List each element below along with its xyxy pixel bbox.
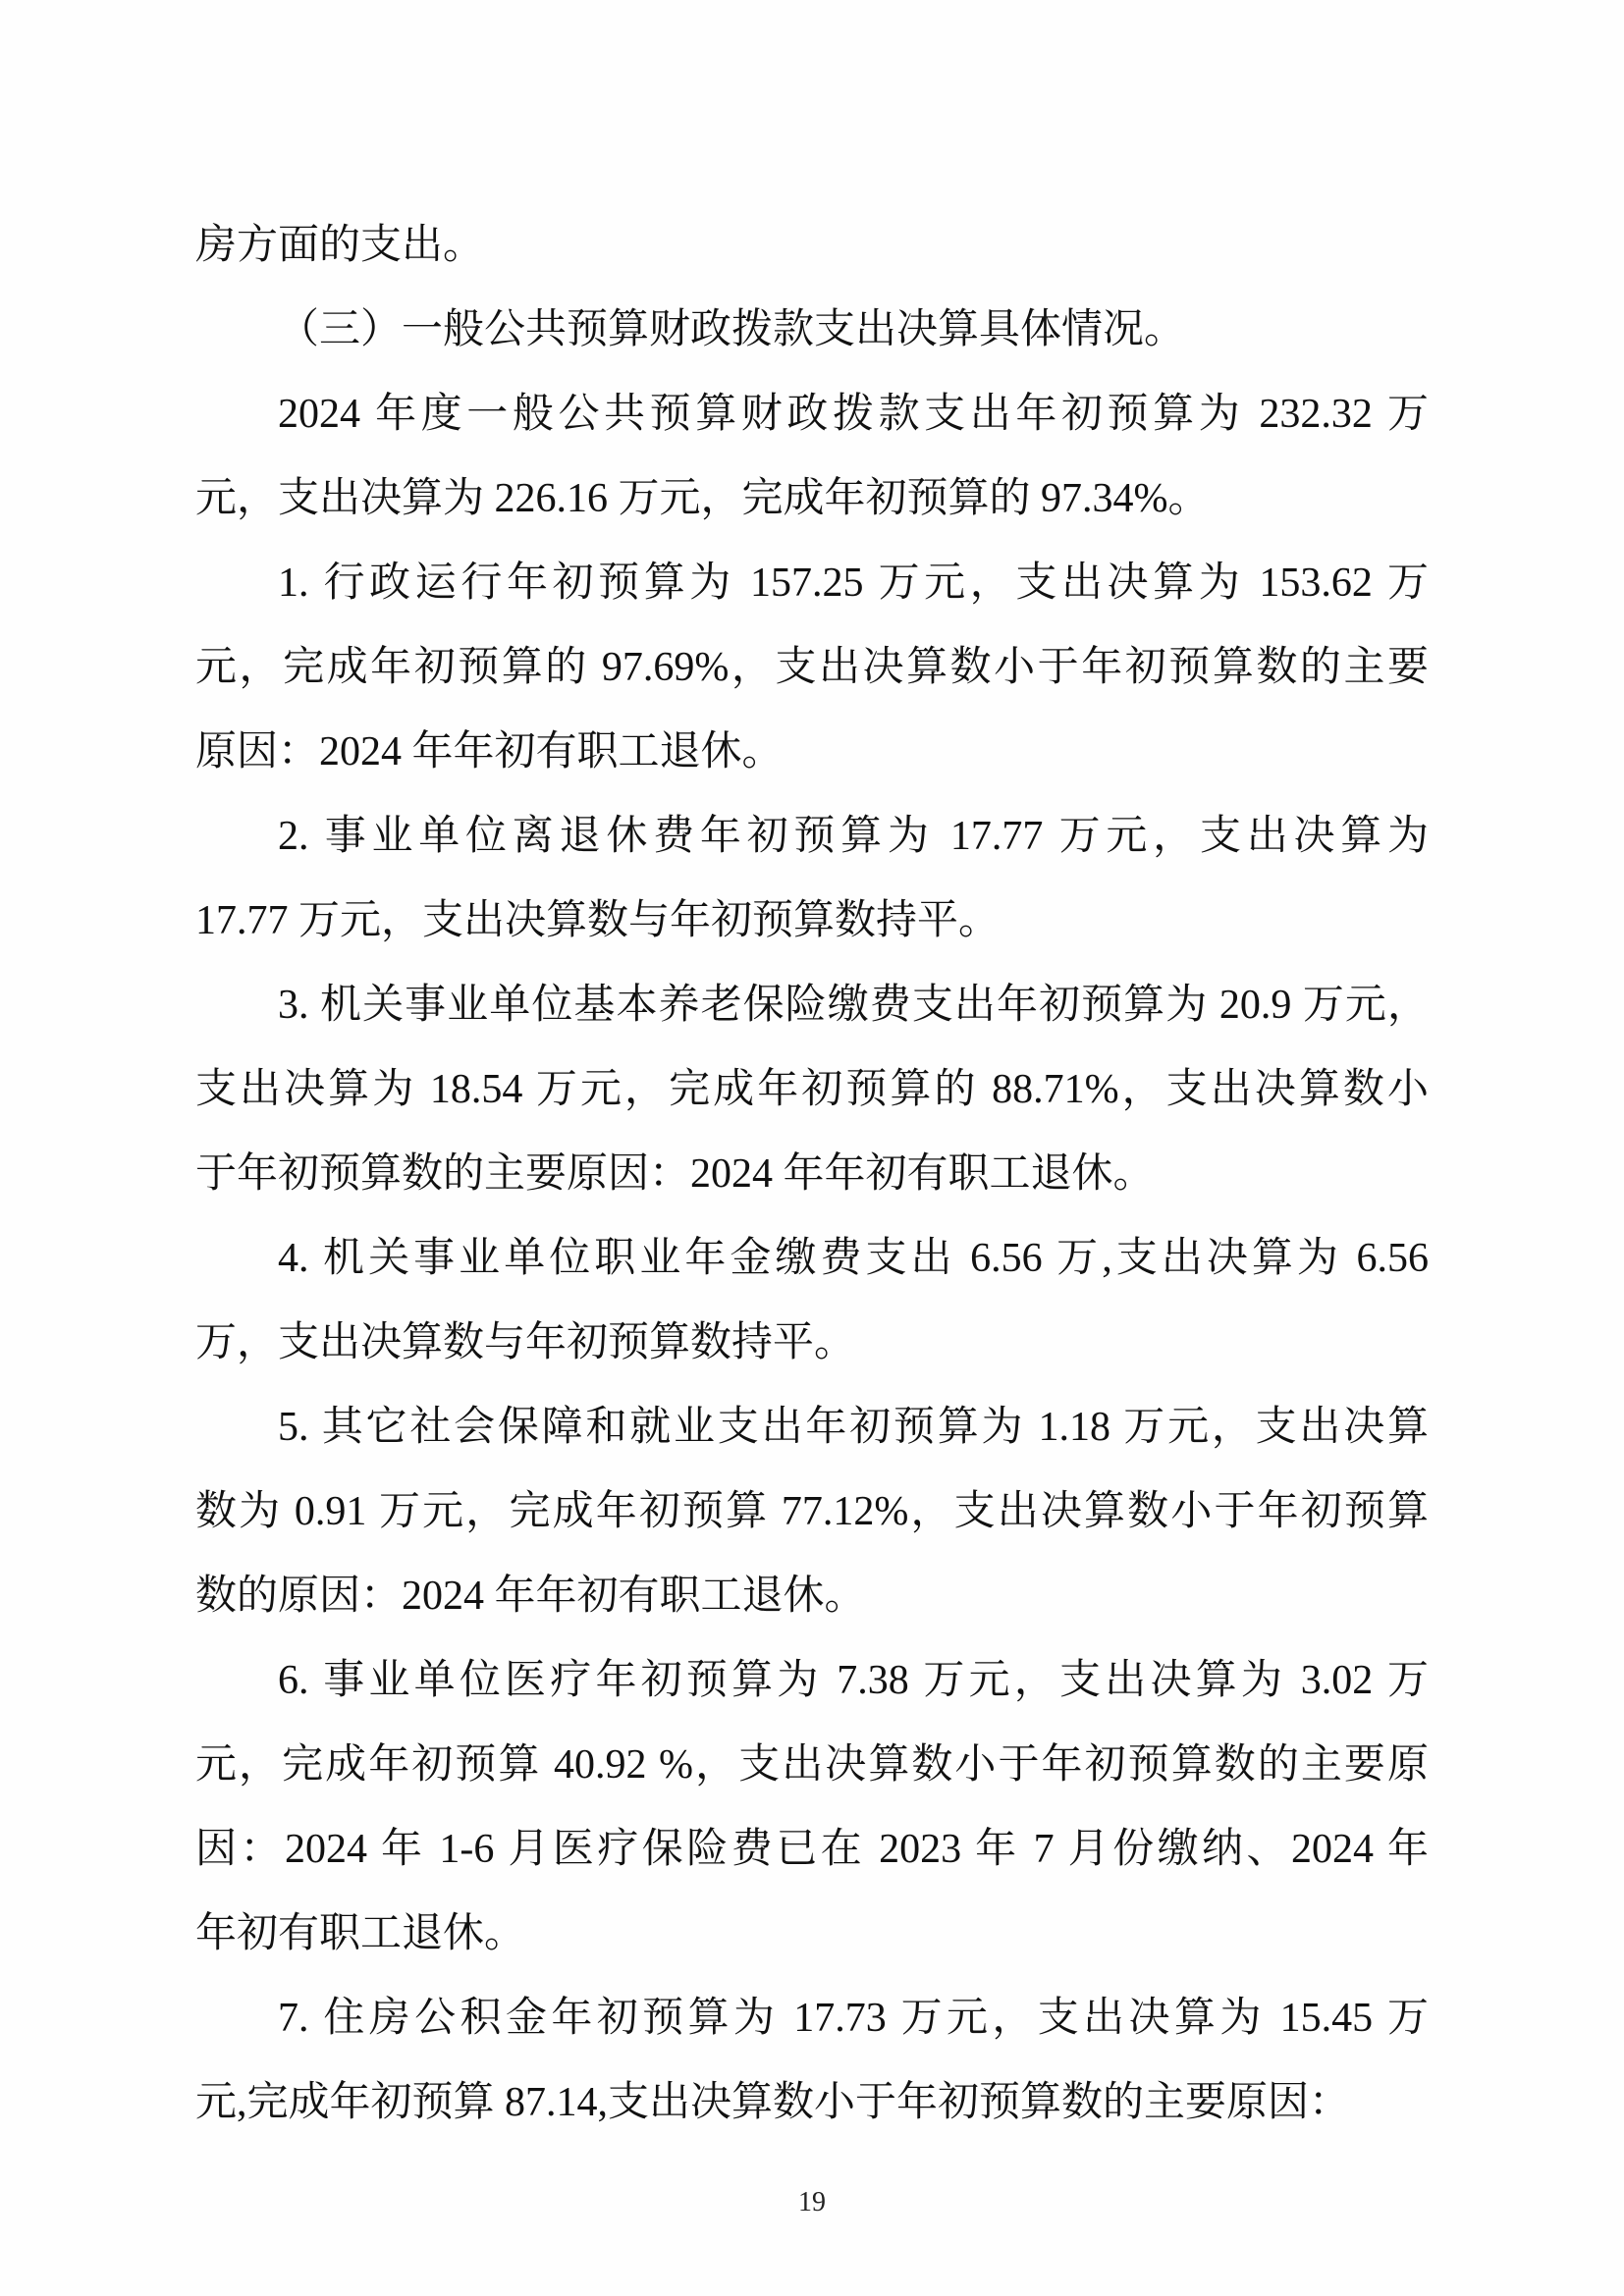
text-line: 数为 0.91 万元，完成年初预算 77.12%，支出决算数小于年初预算 [195,1489,1429,1534]
text-line: 于年初预算数的主要原因：2024 年年初有职工退休。 [195,1151,1155,1197]
text-line: 5. 其它社会保障和就业支出年初预算为 1.18 万元，支出决算 [278,1405,1429,1450]
text-line: 万，支出决算数与年初预算数持平。 [195,1320,856,1365]
text-line: 6. 事业单位医疗年初预算为 7.38 万元，支出决算为 3.02 万 [278,1658,1429,1703]
text-line: 原因：2024 年年初有职工退休。 [195,729,784,774]
text-line: 17.77 万元，支出决算数与年初预算数持平。 [195,898,1001,943]
document-body [195,203,1429,2145]
text-line: 2024 年度一般公共预算财政拨款支出年初预算为 232.32 万 [278,392,1429,437]
text-line: 元，支出决算为 226.16 万元，完成年初预算的 97.34%。 [195,476,1210,521]
text-line: 4. 机关事业单位职业年金缴费支出 6.56 万,支出决算为 6.56 [278,1236,1429,1281]
text-line: 因：2024 年 1-6 月医疗保险费已在 2023 年 7 月份缴纳、2024 年 [195,1827,1429,1872]
text-line: 年初有职工退休。 [195,1911,526,1956]
paragraph [195,963,1429,1216]
text-line: 元，完成年初预算的 97.69%，支出决算数小于年初预算数的主要 [195,645,1429,690]
page-number: 19 [798,2187,826,2217]
paragraph [195,1216,1429,1385]
text-line: （三）一般公共预算财政拨款支出决算具体情况。 [278,307,1186,352]
paragraph [195,1385,1429,1638]
paragraph [195,372,1429,541]
page-footer [0,2187,1624,2218]
paragraph [195,1976,1429,2145]
text-line: 支出决算为 18.54 万元，完成年初预算的 88.71%，支出决算数小 [195,1067,1429,1112]
paragraph [195,203,1429,288]
text-line: 元,完成年初预算 87.14,支出决算数小于年初预算数的主要原因： [195,2080,1351,2125]
paragraph [195,288,1429,372]
text-line: 3. 机关事业单位基本养老保险缴费支出年初预算为 20.9 万元， [278,983,1429,1028]
text-line: 房方面的支出。 [195,223,485,268]
text-line: 7. 住房公积金年初预算为 17.73 万元，支出决算为 15.45 万 [278,1996,1429,2041]
paragraph [195,794,1429,963]
paragraph [195,541,1429,794]
text-line: 2. 事业单位离退休费年初预算为 17.77 万元，支出决算为 [278,814,1429,859]
paragraph [195,1638,1429,1976]
text-line: 1. 行政运行年初预算为 157.25 万元，支出决算为 153.62 万 [278,561,1429,606]
text-line: 元，完成年初预算 40.92 %，支出决算数小于年初预算数的主要原 [195,1742,1429,1788]
text-line: 数的原因：2024 年年初有职工退休。 [195,1574,866,1619]
